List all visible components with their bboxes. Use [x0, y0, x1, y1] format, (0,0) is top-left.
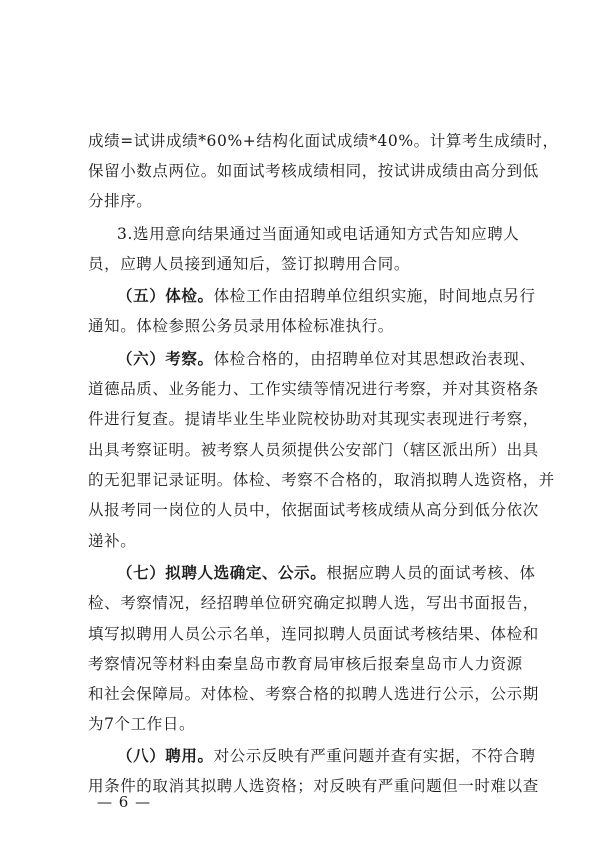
- section-heading: （六）考察。: [117, 349, 214, 368]
- paragraph-line: 从报考同一岗位的人员中，依据面试考核成绩从高分到低分依次: [88, 501, 539, 519]
- paragraph-line: [117, 286, 536, 306]
- paragraph-line: 递补。: [88, 532, 137, 550]
- section-text: 对公示反映有严重问题并查有实据，不符合聘: [213, 747, 536, 765]
- paragraph-line: 分排序。: [88, 192, 153, 210]
- paragraph-line: [117, 349, 536, 369]
- paragraph-line: 出具考察证明。被考察人员须提供公安部门（辖区派出所）出具: [88, 441, 539, 459]
- section-heading: （五）体检。: [117, 286, 214, 305]
- paragraph-line: 为7个工作日。: [88, 715, 196, 733]
- section-text: 根据应聘人员的面试考核、体: [326, 564, 536, 582]
- paragraph-line: 件进行复查。提请毕业生毕业院校协助对其现实表现进行考察，: [88, 410, 539, 428]
- paragraph-line: 和社会保障局。对体检、考察合格的拟聘人选进行公示，公示期: [88, 685, 539, 703]
- paragraph-line: 填写拟聘用人员公示名单，连同拟聘人员面试考核结果、体检和: [88, 625, 539, 643]
- page-number: — 6 —: [97, 793, 152, 811]
- paragraph-line: 保留小数点两位。如面试考核成绩相同，按试讲成绩由高分到低: [88, 162, 539, 180]
- paragraph-line: [117, 746, 536, 766]
- paragraph-line: 的无犯罪记录证明。体检、考察不合格的，取消拟聘人选资格，并: [88, 471, 555, 489]
- paragraph-line: 通知。体检参照公务员录用体检标准执行。: [88, 317, 394, 335]
- paragraph-line: 用条件的取消其拟聘人选资格；对反映有严重问题但一时难以查: [88, 777, 539, 795]
- paragraph-line: 3.选用意向结果通过当面通知或电话通知方式告知应聘人: [117, 225, 520, 243]
- paragraph-line: 检、考察情况，经招聘单位研究确定拟聘人选，写出书面报告，: [88, 594, 539, 612]
- section-text: 体检工作由招聘单位组织实施，时间地点另行: [213, 287, 536, 305]
- paragraph-line: 员，应聘人员接到通知后，签订拟聘用合同。: [88, 255, 411, 273]
- section-heading: （八）聘用。: [117, 746, 214, 765]
- paragraph-line: [117, 563, 536, 583]
- paragraph-line: 成绩=试讲成绩*60%+结构化面试成绩*40%。计算考生成绩时，: [88, 132, 559, 150]
- paragraph-line: 考察情况等材料由秦皇岛市教育局审核后报秦皇岛市人力资源: [88, 655, 523, 673]
- section-text: 体检合格的，由招聘单位对其思想政治表现、: [213, 350, 536, 368]
- section-heading: （七）拟聘人选确定、公示。: [117, 563, 327, 582]
- paragraph-line: 道德品质、业务能力、工作实绩等情况进行考察，并对其资格条: [88, 380, 539, 398]
